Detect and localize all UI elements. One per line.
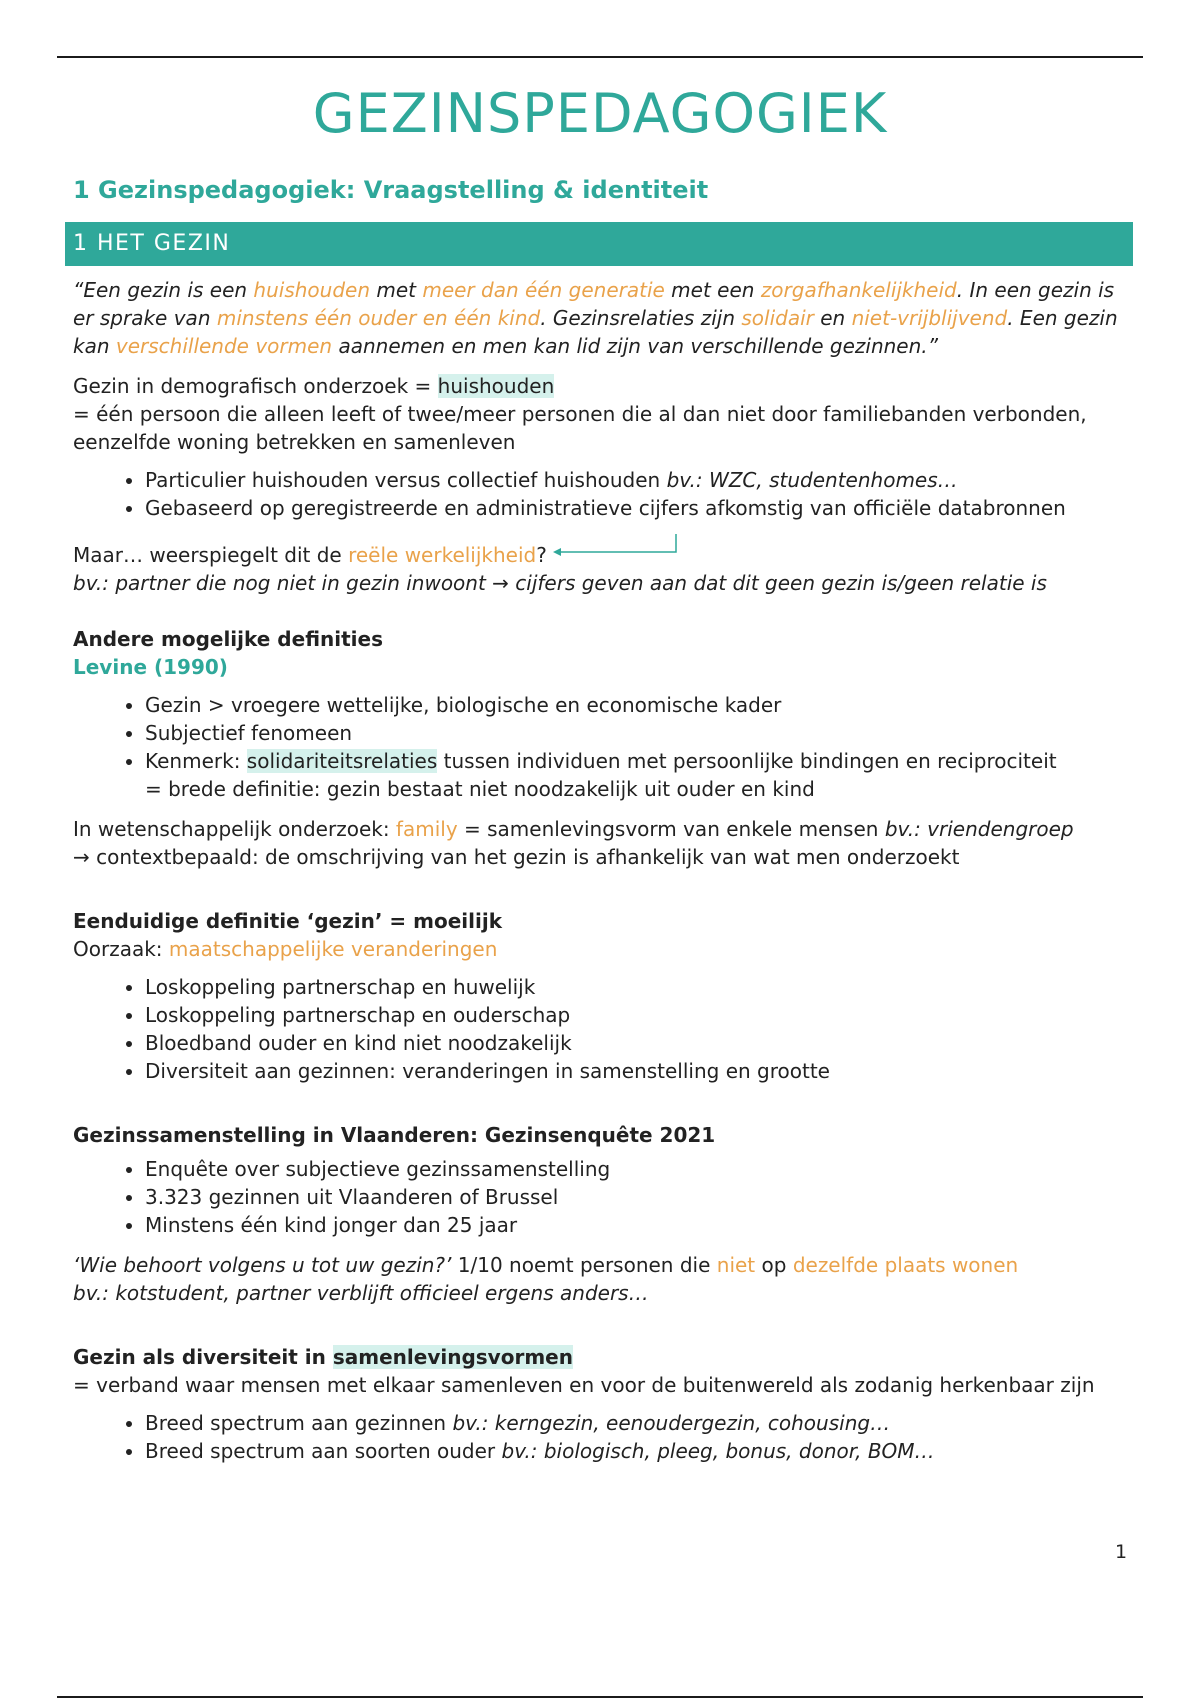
heading: Eenduidige definitie ‘gezin’ = moeilijk [73,909,502,933]
list-item: • Particulier huishouden versus collectief huishouden bv.: WZC, studentenhomes… [145,466,1133,494]
list-item: • Enquête over subjectieve gezinssamenstelling [145,1155,1133,1183]
definition-quote: “Een gezin is een huishouden met meer dan één generatie met een zorgafhankelijkheid. In een gezin is er sprake van minstens één ouder en één kind. Gezinsrelaties zijn solidair en niet-vrijblijvend. Een gezin kan verschillende vormen aannemen en men kan lid zijn van verschillende gezinnen.” [73,278,1118,358]
levine-list [73,691,1133,803]
list-item: • Bloedband ouder en kind niet noodzakelijk [145,1029,1133,1057]
page-number: 1 [1115,1541,1128,1563]
scientific-research: In wetenschappelijk onderzoek: family = samenlevingsvorm van enkele mensen bv.: vriendengroep → contextbepaald: de omschrijving van het gezin is afhankelijk van wat men onderzoekt [73,817,1074,869]
list-item: • Gezin > vroegere wettelijke, biologische en economische kader [145,691,1133,719]
page-content [73,176,1133,1465]
list-item: • Kenmerk: solidariteitsrelaties tussen individuen met persoonlijke bindingen en reciprociteit = brede definitie: gezin bestaat niet noodzakelijk uit ouder en kind [145,747,1133,803]
list-item: • Minstens één kind jonger dan 25 jaar [145,1211,1133,1239]
survey-question: ‘Wie behoort volgens u tot uw gezin?’ 1/10 noemt personen die niet op dezelfde plaats wonen bv.: kotstudent, partner verblijft officieel ergens anders… [73,1253,1019,1305]
diversity-section: Gezin als diversiteit in samenlevingsvormen = verband waar mensen met elkaar samenleven en voor de buitenwereld als zodanig herkenbaar zijn [73,1343,1133,1399]
section-header: 1 HET GEZIN [65,222,1133,266]
demographic-list [73,466,1133,522]
heading: Gezinssamenstelling in Vlaanderen: Gezinsenquête 2021 [73,1123,716,1147]
list-item: • 3.323 gezinnen uit Vlaanderen of Brussel [145,1183,1133,1211]
list-item: • Diversiteit aan gezinnen: veranderingen in samenstelling en grootte [145,1057,1133,1085]
survey-list [73,1155,1133,1239]
heading: Andere mogelijke definities [73,627,383,651]
list-item: • Breed spectrum aan gezinnen bv.: kerngezin, eenoudergezin, cohousing… [145,1409,1133,1437]
list-item: • Loskoppeling partnerschap en huwelijk [145,973,1133,1001]
list-item: • Loskoppeling partnerschap en ouderschap [145,1001,1133,1029]
other-definitions [73,625,1133,681]
list-item: • Breed spectrum aan soorten ouder bv.: biologisch, pleeg, bonus, donor, BOM… [145,1437,1133,1465]
flanders-survey [73,1121,1133,1149]
arrow-left-icon [551,534,681,562]
reality-question: Maar… weerspiegelt dit de reële werkelijkheid? bv.: partner die nog niet in gezin inwoont → cijfers geven aan dat dit geen gezin is/geen relatie is [73,534,1133,597]
top-rule [57,56,1143,58]
heading: Gezin als diversiteit in samenlevingsvormen [73,1345,573,1369]
list-item: • Subjectief fenomeen [145,719,1133,747]
demographic-definition: Gezin in demografisch onderzoek = huishouden = één persoon die alleen leeft of twee/meer personen die al dan niet door familiebanden verbonden, eenzelfde woning betrekken en samenleven [73,374,1087,454]
changes-list [73,973,1133,1085]
document-title: GEZINSPEDAGOGIEK [312,82,888,145]
author: Levine (1990) [73,655,228,679]
definition-difficulty: Eenduidige definitie ‘gezin’ = moeilijk Oorzaak: maatschappelijke veranderingen [73,907,1133,963]
list-item: • Gebaseerd op geregistreerde en administratieve cijfers afkomstig van officiële databronnen [145,494,1133,522]
bottom-rule [57,1696,1143,1698]
chapter-subtitle: 1 Gezinspedagogiek: Vraagstelling & identiteit [73,176,709,204]
diversity-list [73,1409,1133,1465]
